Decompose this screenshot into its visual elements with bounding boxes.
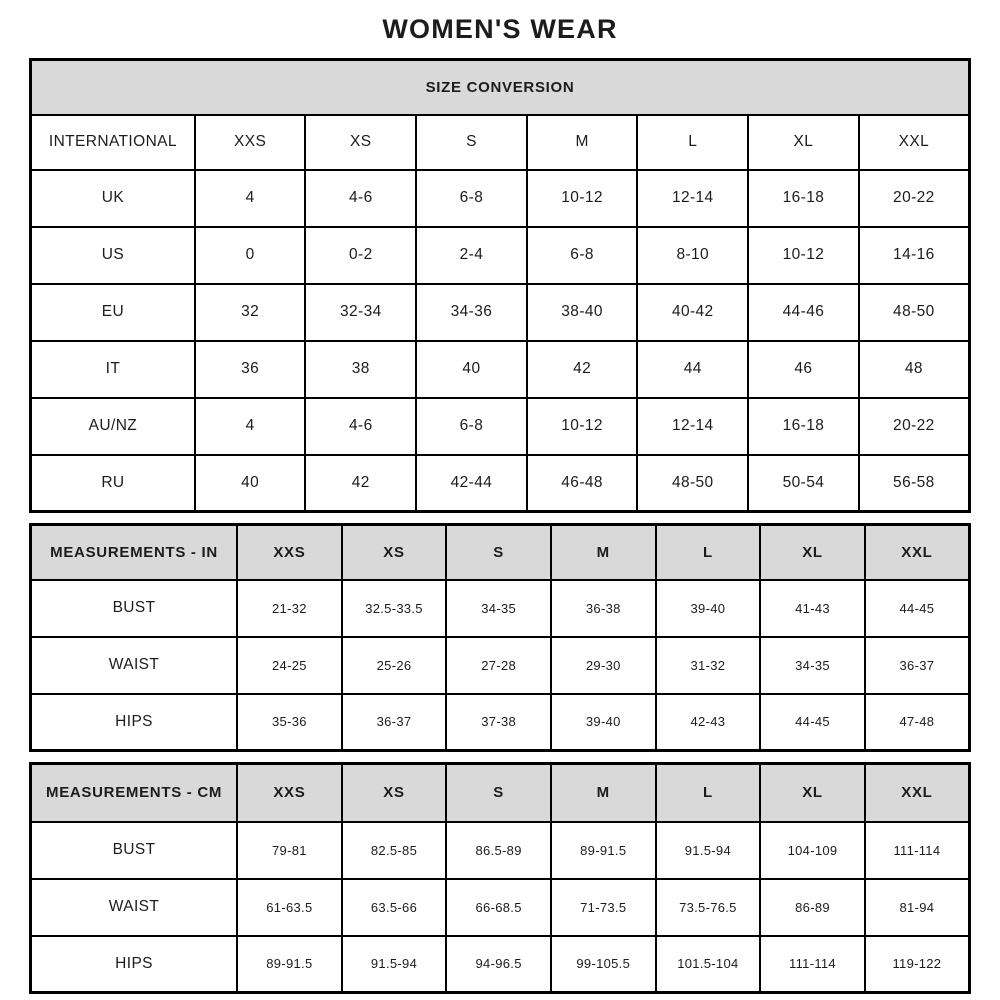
size-cell: 42-44 [416, 455, 527, 512]
measurement-cell: 79-81 [237, 822, 342, 879]
measurement-cell: 21-32 [237, 580, 342, 637]
table-row-ru [31, 455, 970, 512]
row-label-it: IT [31, 341, 195, 398]
row-label-ru: RU [31, 455, 195, 512]
table-row-bust-cm [31, 822, 970, 879]
measurements-in-table [29, 523, 971, 752]
size-cell: 6-8 [416, 398, 527, 455]
size-cell: 10-12 [527, 398, 638, 455]
size-cell: 20-22 [859, 398, 970, 455]
size-cell: 44-46 [748, 284, 859, 341]
measurements-in-header-row [31, 525, 970, 580]
column-header-m: M [551, 764, 656, 822]
measurement-cell: 91.5-94 [656, 822, 761, 879]
measurements-cm-header-row [31, 764, 970, 822]
table-row-us [31, 227, 970, 284]
measurement-cell: 24-25 [237, 637, 342, 694]
measurement-cell: 111-114 [865, 822, 970, 879]
size-cell: 6-8 [416, 170, 527, 227]
column-header-xxs: XXS [237, 764, 342, 822]
size-cell: 44 [637, 341, 748, 398]
size-cell: 42 [305, 455, 416, 512]
measurement-cell: 36-37 [865, 637, 970, 694]
measurement-cell: 94-96.5 [446, 936, 551, 993]
size-cell: 36 [195, 341, 306, 398]
size-cell: 40-42 [637, 284, 748, 341]
size-cell: 38 [305, 341, 416, 398]
size-cell: 40 [416, 341, 527, 398]
size-conversion-columns-row [31, 115, 970, 170]
column-header-m: M [551, 525, 656, 580]
size-cell: 32 [195, 284, 306, 341]
measurement-cell: 63.5-66 [342, 879, 447, 936]
size-cell: 10-12 [748, 227, 859, 284]
measurement-cell: 82.5-85 [342, 822, 447, 879]
measurement-cell: 89-91.5 [551, 822, 656, 879]
size-cell: 4 [195, 398, 306, 455]
table-row-bust-in [31, 580, 970, 637]
size-cell: 16-18 [748, 398, 859, 455]
size-cell: 20-22 [859, 170, 970, 227]
column-header-international: INTERNATIONAL [31, 115, 195, 170]
column-header-xl: XL [760, 764, 865, 822]
column-header-s: S [416, 115, 527, 170]
measurement-cell: 99-105.5 [551, 936, 656, 993]
table-row-waist-cm [31, 879, 970, 936]
table-row-hips-cm [31, 936, 970, 993]
row-label-waist: WAIST [31, 637, 238, 694]
column-header-xxl: XXL [865, 525, 970, 580]
measurement-cell: 29-30 [551, 637, 656, 694]
measurement-cell: 119-122 [865, 936, 970, 993]
table-row-eu [31, 284, 970, 341]
measurement-cell: 71-73.5 [551, 879, 656, 936]
column-header-xxs: XXS [195, 115, 306, 170]
column-header-xl: XL [760, 525, 865, 580]
size-cell: 6-8 [527, 227, 638, 284]
measurement-cell: 25-26 [342, 637, 447, 694]
size-cell: 48 [859, 341, 970, 398]
column-header-xxl: XXL [865, 764, 970, 822]
measurement-cell: 34-35 [446, 580, 551, 637]
measurement-cell: 34-35 [760, 637, 865, 694]
measurement-cell: 39-40 [551, 694, 656, 751]
measurement-cell: 91.5-94 [342, 936, 447, 993]
size-conversion-header: SIZE CONVERSION [31, 60, 970, 115]
row-label-hips: HIPS [31, 694, 238, 751]
measurement-cell: 36-38 [551, 580, 656, 637]
row-label-uk: UK [31, 170, 195, 227]
row-label-aunz: AU/NZ [31, 398, 195, 455]
size-cell: 0-2 [305, 227, 416, 284]
size-conversion-table [29, 58, 971, 513]
measurement-cell: 104-109 [760, 822, 865, 879]
measurement-cell: 41-43 [760, 580, 865, 637]
size-cell: 4-6 [305, 398, 416, 455]
row-label-eu: EU [31, 284, 195, 341]
size-cell: 8-10 [637, 227, 748, 284]
measurement-cell: 37-38 [446, 694, 551, 751]
column-header-xxl: XXL [859, 115, 970, 170]
page-title: WOMEN'S WEAR [382, 14, 618, 44]
table-row-waist-in [31, 637, 970, 694]
measurement-cell: 36-37 [342, 694, 447, 751]
size-cell: 14-16 [859, 227, 970, 284]
column-header-s: S [446, 764, 551, 822]
row-label-us: US [31, 227, 195, 284]
measurement-cell: 27-28 [446, 637, 551, 694]
measurement-cell: 44-45 [865, 580, 970, 637]
measurement-cell: 86.5-89 [446, 822, 551, 879]
row-label-hips: HIPS [31, 936, 238, 993]
table-row-it [31, 341, 970, 398]
measurements-in-header: MEASUREMENTS - IN [31, 525, 238, 580]
measurement-cell: 66-68.5 [446, 879, 551, 936]
row-label-waist: WAIST [31, 879, 238, 936]
size-cell: 56-58 [859, 455, 970, 512]
size-cell: 4 [195, 170, 306, 227]
measurement-cell: 47-48 [865, 694, 970, 751]
measurement-cell: 32.5-33.5 [342, 580, 447, 637]
measurement-cell: 35-36 [237, 694, 342, 751]
measurement-cell: 31-32 [656, 637, 761, 694]
measurement-cell: 86-89 [760, 879, 865, 936]
size-cell: 10-12 [527, 170, 638, 227]
column-header-l: L [637, 115, 748, 170]
table-row-aunz [31, 398, 970, 455]
measurements-cm-table [29, 762, 971, 994]
size-cell: 50-54 [748, 455, 859, 512]
measurement-cell: 44-45 [760, 694, 865, 751]
column-header-xs: XS [305, 115, 416, 170]
size-cell: 40 [195, 455, 306, 512]
measurement-cell: 39-40 [656, 580, 761, 637]
row-label-bust: BUST [31, 580, 238, 637]
measurement-cell: 111-114 [760, 936, 865, 993]
size-cell: 48-50 [859, 284, 970, 341]
column-header-l: L [656, 525, 761, 580]
column-header-xl: XL [748, 115, 859, 170]
column-header-xs: XS [342, 764, 447, 822]
measurements-cm-header: MEASUREMENTS - CM [31, 764, 238, 822]
measurement-cell: 73.5-76.5 [656, 879, 761, 936]
table-row-uk [31, 170, 970, 227]
size-cell: 0 [195, 227, 306, 284]
size-cell: 4-6 [305, 170, 416, 227]
size-cell: 16-18 [748, 170, 859, 227]
size-cell: 12-14 [637, 398, 748, 455]
column-header-xs: XS [342, 525, 447, 580]
measurement-cell: 42-43 [656, 694, 761, 751]
size-cell: 46 [748, 341, 859, 398]
size-cell: 48-50 [637, 455, 748, 512]
size-cell: 46-48 [527, 455, 638, 512]
column-header-s: S [446, 525, 551, 580]
measurement-cell: 89-91.5 [237, 936, 342, 993]
column-header-xxs: XXS [237, 525, 342, 580]
measurement-cell: 101.5-104 [656, 936, 761, 993]
row-label-bust: BUST [31, 822, 238, 879]
column-header-l: L [656, 764, 761, 822]
column-header-m: M [527, 115, 638, 170]
measurement-cell: 81-94 [865, 879, 970, 936]
measurement-cell: 61-63.5 [237, 879, 342, 936]
size-cell: 12-14 [637, 170, 748, 227]
size-cell: 2-4 [416, 227, 527, 284]
size-conversion-banner-row [31, 60, 970, 115]
size-cell: 34-36 [416, 284, 527, 341]
size-cell: 38-40 [527, 284, 638, 341]
table-row-hips-in [31, 694, 970, 751]
size-cell: 32-34 [305, 284, 416, 341]
size-cell: 42 [527, 341, 638, 398]
